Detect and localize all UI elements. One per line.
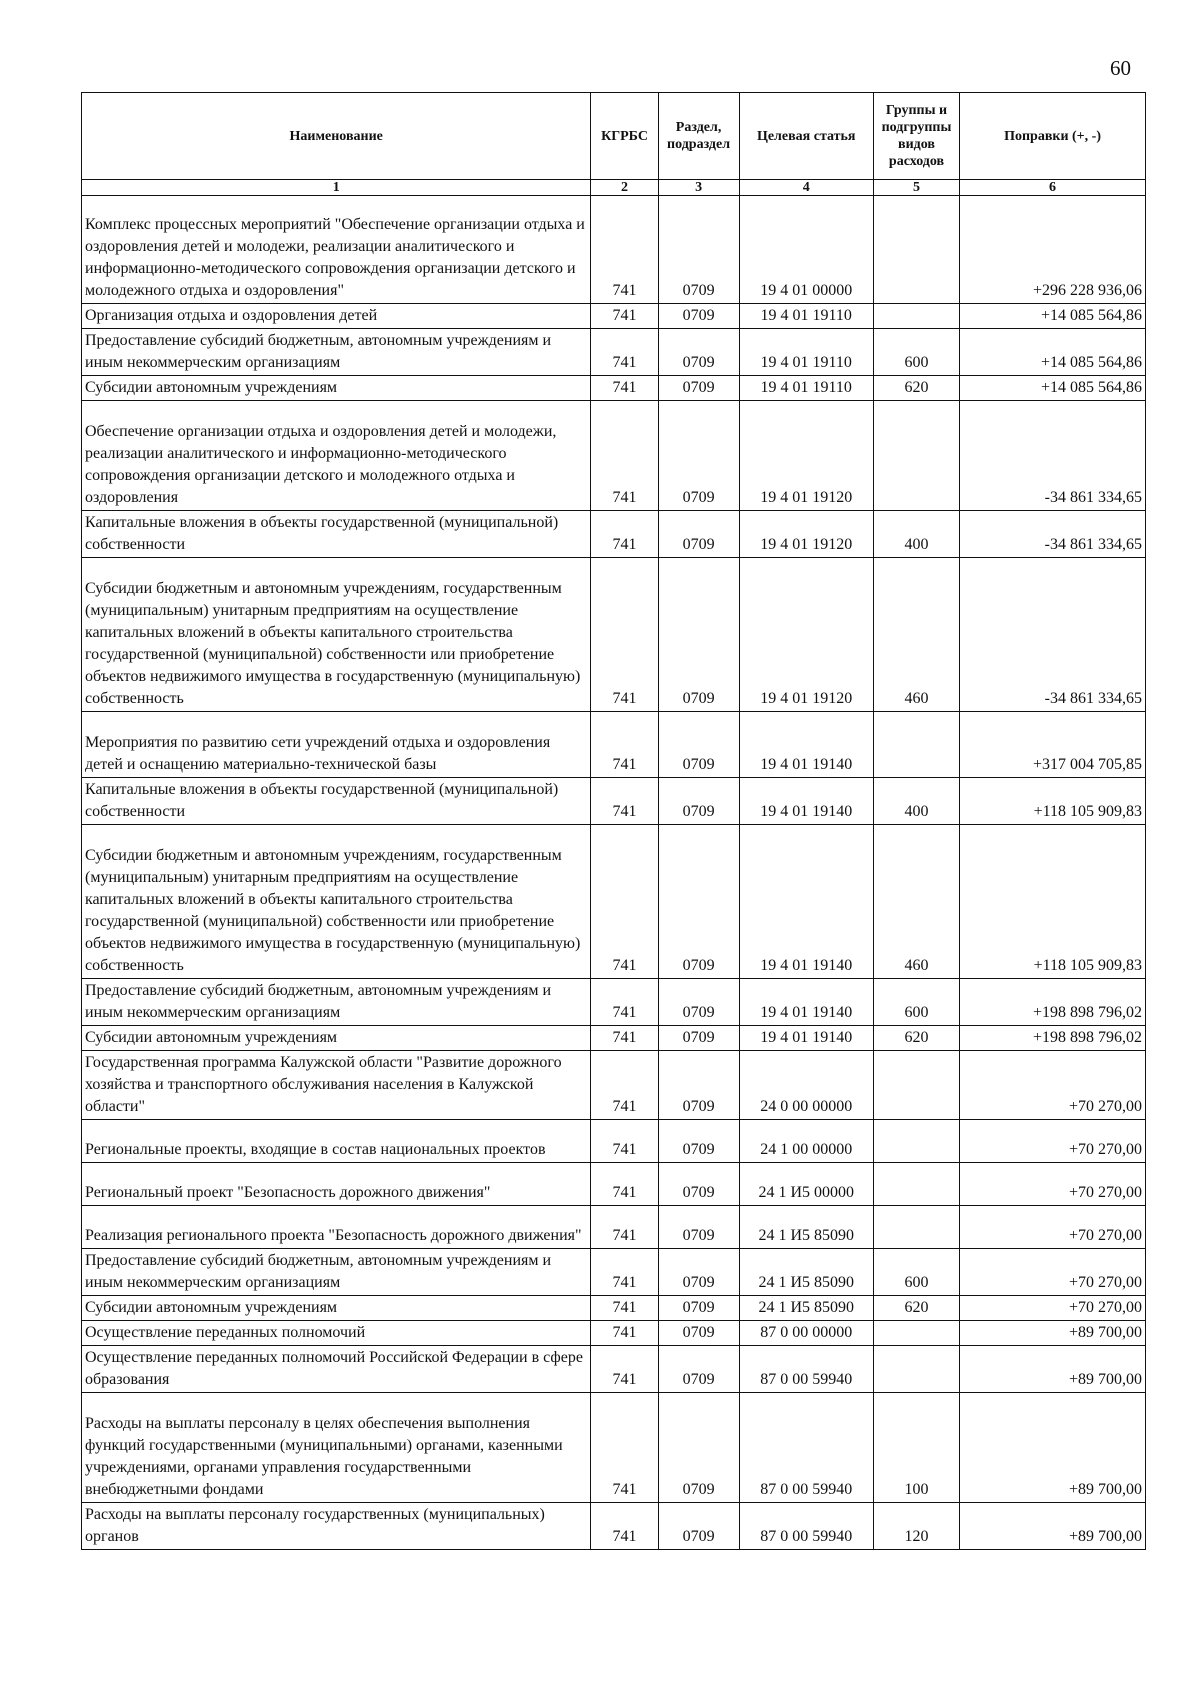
table-cell-section: 0709 <box>658 1503 739 1550</box>
table-cell-section: 0709 <box>658 1026 739 1051</box>
table-cell-kgrbs: 741 <box>591 1346 658 1393</box>
table-row <box>82 196 1146 304</box>
table-cell-section: 0709 <box>658 1051 739 1120</box>
table-cell-group <box>873 712 959 778</box>
table-cell-amount: +89 700,00 <box>960 1346 1146 1393</box>
table-cell-target: 19 4 01 19110 <box>739 329 873 376</box>
budget-amendments-table <box>81 92 1146 1550</box>
table-row <box>82 1321 1146 1346</box>
table-cell-amount: +70 270,00 <box>960 1296 1146 1321</box>
table-cell-group: 620 <box>873 376 959 401</box>
table-cell-section: 0709 <box>658 558 739 712</box>
table-cell-name: Капитальные вложения в объекты государственной (муниципальной) собственности <box>82 778 591 825</box>
table-cell-section: 0709 <box>658 778 739 825</box>
table-cell-name: Предоставление субсидий бюджетным, автономным учреждениям и иным некоммерческим организациям <box>82 1249 591 1296</box>
table-cell-amount: +198 898 796,02 <box>960 979 1146 1026</box>
table-cell-group: 600 <box>873 329 959 376</box>
table-cell-name: Организация отдыха и оздоровления детей <box>82 304 591 329</box>
table-cell-amount: +70 270,00 <box>960 1249 1146 1296</box>
table-cell-kgrbs: 741 <box>591 1163 658 1206</box>
column-number: 1 <box>82 180 591 196</box>
table-row <box>82 1249 1146 1296</box>
table-row <box>82 1120 1146 1163</box>
table-cell-group <box>873 1163 959 1206</box>
table-cell-name: Предоставление субсидий бюджетным, автономным учреждениям и иным некоммерческим организациям <box>82 979 591 1026</box>
table-cell-target: 87 0 00 00000 <box>739 1321 873 1346</box>
column-number: 5 <box>873 180 959 196</box>
table-cell-amount: +89 700,00 <box>960 1321 1146 1346</box>
table-row <box>82 401 1146 511</box>
table-cell-target: 19 4 01 19140 <box>739 979 873 1026</box>
table-cell-group: 600 <box>873 979 959 1026</box>
column-header-section: Раздел, подраздел <box>658 93 739 180</box>
table-row <box>82 329 1146 376</box>
table-cell-group <box>873 1206 959 1249</box>
table-cell-group <box>873 1321 959 1346</box>
table-body <box>82 196 1146 1550</box>
table-row <box>82 1393 1146 1503</box>
table-cell-group: 120 <box>873 1503 959 1550</box>
table-row <box>82 1163 1146 1206</box>
table-cell-kgrbs: 741 <box>591 1249 658 1296</box>
table-cell-kgrbs: 741 <box>591 1296 658 1321</box>
table-cell-section: 0709 <box>658 1321 739 1346</box>
table-row <box>82 778 1146 825</box>
table-cell-kgrbs: 741 <box>591 1321 658 1346</box>
table-cell-kgrbs: 741 <box>591 778 658 825</box>
table-cell-target: 19 4 01 19140 <box>739 825 873 979</box>
table-cell-section: 0709 <box>658 1120 739 1163</box>
table-cell-group <box>873 401 959 511</box>
table-cell-group: 460 <box>873 825 959 979</box>
table-row <box>82 1346 1146 1393</box>
table-cell-amount: +317 004 705,85 <box>960 712 1146 778</box>
table-cell-group: 620 <box>873 1296 959 1321</box>
table-cell-section: 0709 <box>658 1249 739 1296</box>
table-cell-name: Предоставление субсидий бюджетным, автономным учреждениям и иным некоммерческим организациям <box>82 329 591 376</box>
table-cell-kgrbs: 741 <box>591 712 658 778</box>
table-cell-target: 87 0 00 59940 <box>739 1503 873 1550</box>
table-row <box>82 376 1146 401</box>
table-cell-amount: +70 270,00 <box>960 1051 1146 1120</box>
table-cell-group: 400 <box>873 511 959 558</box>
table-cell-target: 19 4 01 19120 <box>739 558 873 712</box>
table-cell-name: Региональный проект "Безопасность дорожного движения" <box>82 1163 591 1206</box>
table-cell-section: 0709 <box>658 1163 739 1206</box>
table-cell-name: Расходы на выплаты персоналу государственных (муниципальных) органов <box>82 1503 591 1550</box>
column-number: 2 <box>591 180 658 196</box>
table-cell-kgrbs: 741 <box>591 1026 658 1051</box>
table-cell-amount: +89 700,00 <box>960 1503 1146 1550</box>
table-cell-section: 0709 <box>658 1206 739 1249</box>
table-cell-kgrbs: 741 <box>591 979 658 1026</box>
table-cell-amount: +14 085 564,86 <box>960 329 1146 376</box>
table-cell-section: 0709 <box>658 825 739 979</box>
table-cell-target: 19 4 01 19140 <box>739 1026 873 1051</box>
table-cell-name: Субсидии бюджетным и автономным учреждениям, государственным (муниципальным) унитарным предприятиям на осуществление капитальных вложений в объекты капитального строительства государственной (муниципальной) собственности или приобретение объектов недвижимого имущества в государственную (муниципальную) собственность <box>82 825 591 979</box>
column-header-name: Наименование <box>82 93 591 180</box>
table-cell-section: 0709 <box>658 196 739 304</box>
table-cell-group <box>873 1120 959 1163</box>
table-cell-name: Региональные проекты, входящие в состав национальных проектов <box>82 1120 591 1163</box>
column-header-group: Группы и подгруппы видов расходов <box>873 93 959 180</box>
table-cell-kgrbs: 741 <box>591 376 658 401</box>
table-cell-section: 0709 <box>658 511 739 558</box>
column-header-amount: Поправки (+, -) <box>960 93 1146 180</box>
table-row <box>82 304 1146 329</box>
table-cell-section: 0709 <box>658 1346 739 1393</box>
table-cell-kgrbs: 741 <box>591 1120 658 1163</box>
table-cell-name: Мероприятия по развитию сети учреждений отдыха и оздоровления детей и оснащению материально-технической базы <box>82 712 591 778</box>
table-cell-target: 19 4 01 19140 <box>739 778 873 825</box>
table-cell-kgrbs: 741 <box>591 1393 658 1503</box>
table-cell-kgrbs: 741 <box>591 304 658 329</box>
table-cell-name: Осуществление переданных полномочий Российской Федерации в сфере образования <box>82 1346 591 1393</box>
table-cell-name: Обеспечение организации отдыха и оздоровления детей и молодежи, реализации аналитического и информационно-методического сопровождения организации детского и молодежного отдыха и оздоровления <box>82 401 591 511</box>
table-cell-section: 0709 <box>658 304 739 329</box>
table-cell-target: 24 1 И5 85090 <box>739 1249 873 1296</box>
table-cell-kgrbs: 741 <box>591 1051 658 1120</box>
table-cell-section: 0709 <box>658 712 739 778</box>
table-cell-amount: +14 085 564,86 <box>960 304 1146 329</box>
table-row <box>82 1026 1146 1051</box>
table-cell-target: 24 1 И5 00000 <box>739 1163 873 1206</box>
table-cell-amount: +198 898 796,02 <box>960 1026 1146 1051</box>
table-cell-amount: -34 861 334,65 <box>960 401 1146 511</box>
table-cell-name: Реализация регионального проекта "Безопасность дорожного движения" <box>82 1206 591 1249</box>
table-cell-amount: +118 105 909,83 <box>960 825 1146 979</box>
table-row <box>82 558 1146 712</box>
table-cell-name: Субсидии автономным учреждениям <box>82 1296 591 1321</box>
table-cell-group <box>873 304 959 329</box>
table-row <box>82 979 1146 1026</box>
table-cell-group: 460 <box>873 558 959 712</box>
table-cell-section: 0709 <box>658 1393 739 1503</box>
table-row <box>82 1296 1146 1321</box>
table-cell-kgrbs: 741 <box>591 558 658 712</box>
table-cell-target: 19 4 01 19120 <box>739 511 873 558</box>
table-cell-section: 0709 <box>658 979 739 1026</box>
table-cell-name: Государственная программа Калужской области "Развитие дорожного хозяйства и транспортного обслуживания населения в Калужской области" <box>82 1051 591 1120</box>
table-cell-target: 87 0 00 59940 <box>739 1393 873 1503</box>
table-cell-target: 24 0 00 00000 <box>739 1051 873 1120</box>
table-row <box>82 1206 1146 1249</box>
table-cell-target: 19 4 01 19120 <box>739 401 873 511</box>
table-cell-name: Капитальные вложения в объекты государственной (муниципальной) собственности <box>82 511 591 558</box>
table-row <box>82 712 1146 778</box>
column-header-kgrbs: КГРБС <box>591 93 658 180</box>
table-cell-target: 19 4 01 19110 <box>739 304 873 329</box>
table-header-row <box>82 93 1146 180</box>
column-number: 3 <box>658 180 739 196</box>
table-cell-amount: -34 861 334,65 <box>960 511 1146 558</box>
table-cell-group: 600 <box>873 1249 959 1296</box>
table-cell-section: 0709 <box>658 329 739 376</box>
table-cell-amount: +296 228 936,06 <box>960 196 1146 304</box>
table-cell-group <box>873 1346 959 1393</box>
table-cell-amount: -34 861 334,65 <box>960 558 1146 712</box>
table-cell-name: Субсидии автономным учреждениям <box>82 1026 591 1051</box>
table-cell-kgrbs: 741 <box>591 1206 658 1249</box>
table-cell-name: Субсидии бюджетным и автономным учреждениям, государственным (муниципальным) унитарным предприятиям на осуществление капитальных вложений в объекты капитального строительства государственной (муниципальной) собственности или приобретение объектов недвижимого имущества в государственную (муниципальную) собственность <box>82 558 591 712</box>
table-cell-kgrbs: 741 <box>591 825 658 979</box>
table-cell-group: 400 <box>873 778 959 825</box>
table-cell-target: 19 4 01 19110 <box>739 376 873 401</box>
table-cell-group: 100 <box>873 1393 959 1503</box>
column-number: 6 <box>960 180 1146 196</box>
table-cell-target: 19 4 01 00000 <box>739 196 873 304</box>
table-cell-section: 0709 <box>658 1296 739 1321</box>
table-cell-kgrbs: 741 <box>591 1503 658 1550</box>
table-cell-name: Осуществление переданных полномочий <box>82 1321 591 1346</box>
table-row <box>82 825 1146 979</box>
table-row <box>82 1503 1146 1550</box>
table-cell-kgrbs: 741 <box>591 511 658 558</box>
table-cell-amount: +70 270,00 <box>960 1163 1146 1206</box>
table-cell-amount: +89 700,00 <box>960 1393 1146 1503</box>
table-cell-amount: +14 085 564,86 <box>960 376 1146 401</box>
table-cell-name: Расходы на выплаты персоналу в целях обеспечения выполнения функций государственными (муниципальными) органами, казенными учреждениями, органами управления государственными внебюджетными фондами <box>82 1393 591 1503</box>
table-cell-amount: +70 270,00 <box>960 1206 1146 1249</box>
table-cell-name: Комплекс процессных мероприятий "Обеспечение организации отдыха и оздоровления детей и молодежи, реализации аналитического и информационно-методического сопровождения организации детского и молодежного отдыха и оздоровления" <box>82 196 591 304</box>
table-cell-target: 19 4 01 19140 <box>739 712 873 778</box>
table-row <box>82 511 1146 558</box>
table-cell-kgrbs: 741 <box>591 401 658 511</box>
table-cell-target: 24 1 00 00000 <box>739 1120 873 1163</box>
table-cell-amount: +118 105 909,83 <box>960 778 1146 825</box>
table-cell-section: 0709 <box>658 401 739 511</box>
table-cell-kgrbs: 741 <box>591 329 658 376</box>
table-cell-amount: +70 270,00 <box>960 1120 1146 1163</box>
table-row <box>82 1051 1146 1120</box>
table-cell-group: 620 <box>873 1026 959 1051</box>
table-cell-kgrbs: 741 <box>591 196 658 304</box>
table-cell-target: 24 1 И5 85090 <box>739 1296 873 1321</box>
column-number: 4 <box>739 180 873 196</box>
column-header-target: Целевая статья <box>739 93 873 180</box>
table-cell-name: Субсидии автономным учреждениям <box>82 376 591 401</box>
page-number: 60 <box>1110 56 1131 80</box>
table-cell-target: 87 0 00 59940 <box>739 1346 873 1393</box>
table-cell-group <box>873 1051 959 1120</box>
column-number-row <box>82 180 1146 196</box>
table-cell-target: 24 1 И5 85090 <box>739 1206 873 1249</box>
table-cell-group <box>873 196 959 304</box>
table-cell-section: 0709 <box>658 376 739 401</box>
